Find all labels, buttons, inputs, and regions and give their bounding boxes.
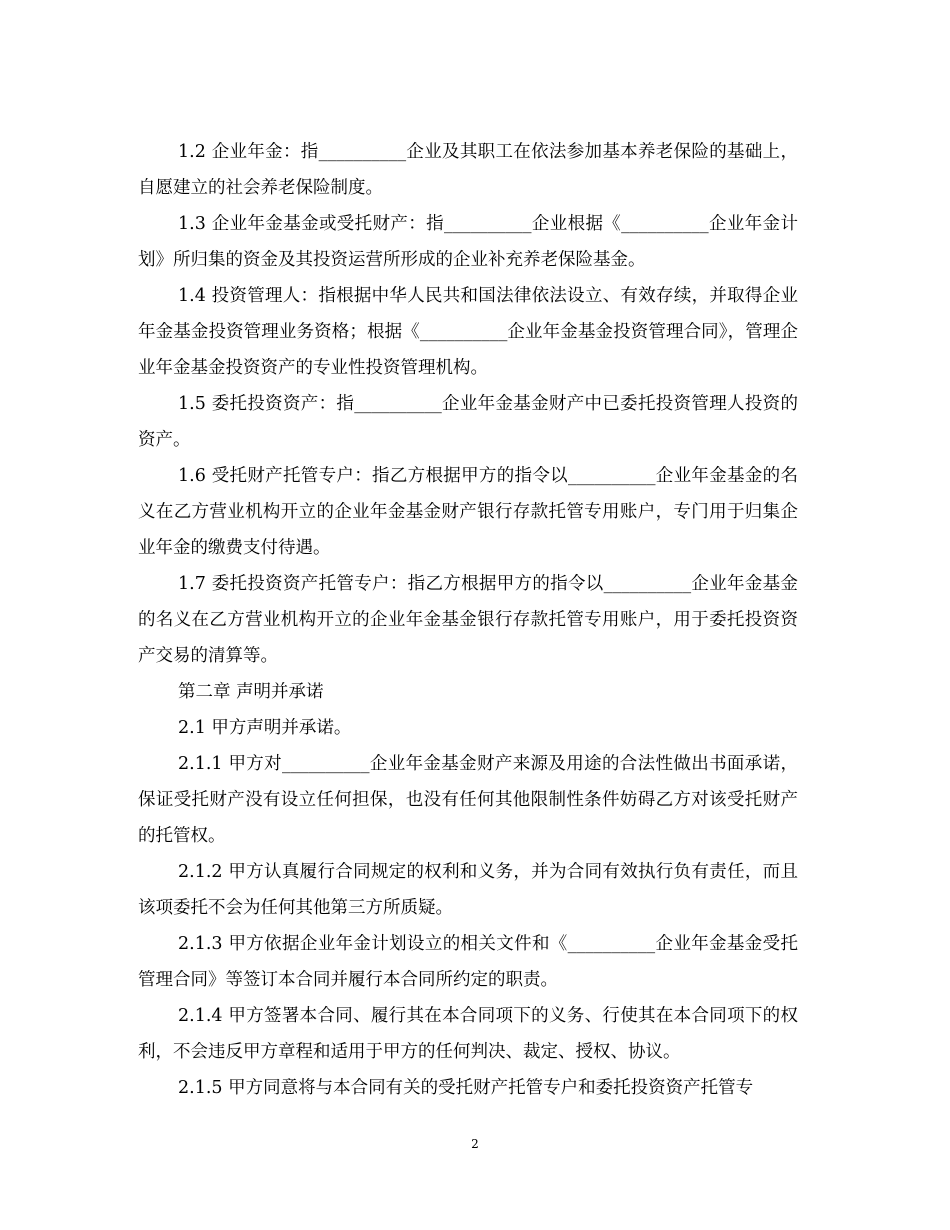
chapter-2-heading: 第二章 声明并承诺 [178, 681, 324, 702]
paragraph-1-6: 1.6 受托财产托管专户：指乙方根据甲方的指令以__________企业年金基金的名义在乙方营业机构开立的企业年金基金财产银行存款托管专用账户，专门用于归集企业年金的缴费支付待遇。 [138, 465, 798, 558]
paragraph-2-1-3: 2.1.3 甲方依据企业年金计划设立的相关文件和《__________企业年金基金受托管理合同》等签订本合同并履行本合同所约定的职责。 [138, 933, 798, 990]
paragraph-2-1-1: 2.1.1 甲方对__________企业年金基金财产来源及用途的合法性做出书面承诺，保证受托财产没有设立任何担保，也没有任何其他限制性条件妨碍乙方对该受托财产的托管权。 [138, 753, 798, 846]
paragraph-2-1-2: 2.1.2 甲方认真履行合同规定的权利和义务，并为合同有效执行负有责任，而且该项委托不会为任何其他第三方所质疑。 [138, 861, 798, 918]
paragraph-1-4: 1.4 投资管理人：指根据中华人民共和国法律依法设立、有效存续，并取得企业年金基金投资管理业务资格；根据《__________企业年金基金投资管理合同》，管理企业年金基金投资资产的专业性投资管理机构。 [138, 285, 798, 378]
paragraph-1-5: 1.5 委托投资资产：指__________企业年金基金财产中已委托投资管理人投资的资产。 [138, 393, 798, 450]
paragraph-1-2: 1.2 企业年金：指__________企业及其职工在依法参加基本养老保险的基础上，自愿建立的社会养老保险制度。 [138, 141, 798, 198]
paragraph-2-1: 2.1 甲方声明并承诺。 [178, 717, 352, 738]
paragraph-2-1-5: 2.1.5 甲方同意将与本合同有关的受托财产托管专户和委托投资资产托管专 [178, 1077, 754, 1098]
paragraph-2-1-4: 2.1.4 甲方签署本合同、履行其在本合同项下的义务、行使其在本合同项下的权利，不会违反甲方章程和适用于甲方的任何判决、裁定、授权、协议。 [138, 1005, 798, 1062]
paragraph-1-7: 1.7 委托投资资产托管专户：指乙方根据甲方的指令以__________企业年金基金的名义在乙方营业机构开立的企业年金基金银行存款托管专用账户，用于委托投资资产交易的清算等。 [138, 573, 798, 666]
paragraph-1-3: 1.3 企业年金基金或受托财产：指__________企业根据《__________企业年金计划》所归集的资金及其投资运营所形成的企业补充养老保险基金。 [138, 213, 798, 270]
page-number: 2 [471, 1137, 479, 1151]
